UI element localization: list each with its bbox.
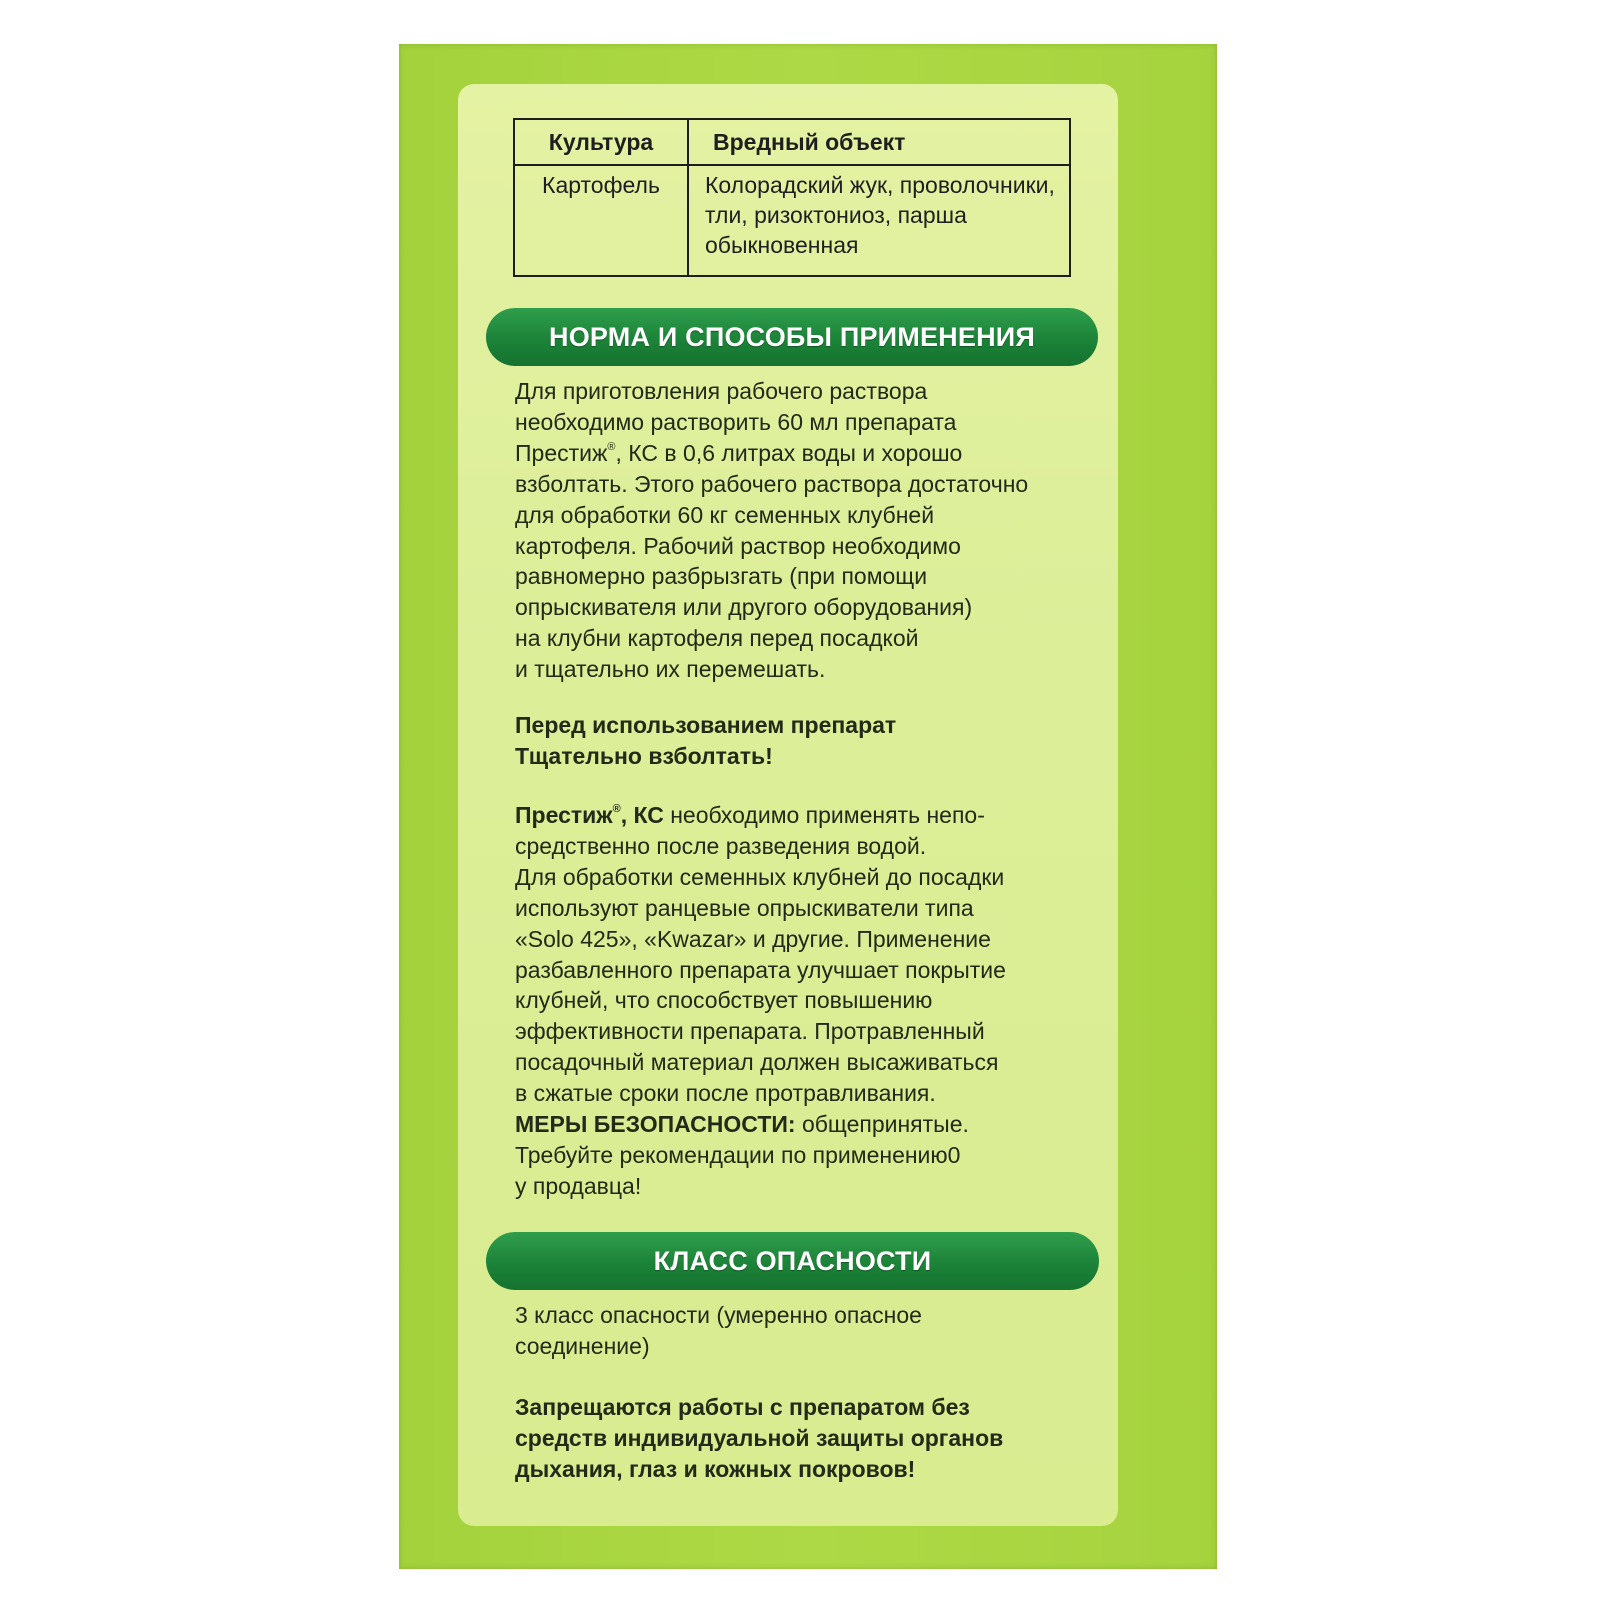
paragraph-line: необходимо растворить 60 мл препарата (515, 408, 957, 435)
brand-suffix: , КС (620, 802, 664, 828)
paragraph-line: «Solo 425», «Kwazar» и другие. Применение (515, 925, 991, 952)
table-cell-culture: Картофель (514, 165, 688, 276)
application-paragraph (515, 800, 1075, 1202)
paragraph-line: 3 класс опасности (умеренно опасное (515, 1302, 922, 1328)
paragraph-line: Для обработки семенных клубней до посадки (515, 863, 1005, 890)
pest-line: тли, ризоктониоз, парша (705, 202, 967, 228)
paragraph-line: равномерно разбрызгать (при помощи (515, 563, 928, 590)
safety-text: общепринятые. (795, 1111, 969, 1138)
hazard-class-paragraph (515, 1300, 1075, 1362)
paragraph-line: используют ранцевые опрыскиватели типа (515, 894, 974, 921)
paragraph-line (515, 1109, 1075, 1140)
paragraph-line: и тщательно их перемешать. (515, 656, 826, 683)
paragraph-line: взболтать. Этого рабочего раствора достаточно (515, 470, 1029, 497)
paragraph-line: посадочный материал должен высаживаться (515, 1049, 999, 1076)
protection-warning (515, 1392, 1075, 1485)
table-cell-pest (688, 165, 1070, 276)
paragraph-line: у продавца! (515, 1172, 642, 1199)
paragraph-line: для обработки 60 кг семенных клубней (515, 501, 935, 528)
paragraph-line: картофеля. Рабочий раствор необходимо (515, 532, 961, 559)
paragraph-line: Запрещаются работы с препаратом без (515, 1394, 970, 1420)
paragraph-line: на клубни картофеля перед посадкой (515, 625, 919, 652)
apply-line-rest: необходимо применять непо- (663, 802, 985, 828)
table-row (514, 165, 1070, 276)
safety-label: МЕРЫ БЕЗОПАСНОСТИ: (515, 1111, 796, 1138)
registered-mark: ® (607, 440, 616, 453)
paragraph-line: Для приготовления рабочего раствора (515, 378, 928, 404)
paragraph-line: Требуйте рекомендации по применению0 (515, 1141, 961, 1168)
paragraph-line: Перед использованием препарат (515, 712, 897, 738)
preparation-paragraph (515, 376, 1075, 685)
section-title-norm: НОРМА И СПОСОБЫ ПРИМЕНЕНИЯ (486, 308, 1098, 366)
paragraph-line: Тщательно взболтать! (515, 742, 773, 769)
table-header-pest: Вредный объект (688, 119, 1070, 165)
paragraph-line (515, 800, 1075, 831)
paragraph-line: дыхания, глаз и кожных покровов! (515, 1455, 916, 1482)
paragraph-line: в сжатые сроки после протравливания. (515, 1080, 936, 1107)
paragraph-line: средственно после разведения водой. (515, 832, 927, 859)
pest-line: обыкновенная (705, 232, 859, 258)
section-title-hazard-class: КЛАСС ОПАСНОСТИ (486, 1232, 1099, 1290)
paragraph-line: клубней, что способствует повышению (515, 987, 933, 1014)
culture-pest-table (513, 118, 1071, 277)
brand-name: Престиж (515, 802, 613, 828)
table-header-culture: Культура (514, 119, 688, 165)
paragraph-line: эффективности препарата. Протравленный (515, 1018, 985, 1045)
paragraph-line: опрыскивателя или другого оборудования) (515, 594, 973, 621)
paragraph-line: разбавленного препарата улучшает покрытие (515, 956, 1006, 983)
paragraph-line (515, 438, 1075, 469)
paragraph-line: средств индивидуальной защиты органов (515, 1424, 1004, 1451)
brand-name: Престиж (515, 439, 608, 466)
shake-warning (515, 710, 1075, 772)
pest-line: Колорадский жук, проволочники, (705, 172, 1055, 198)
table-header-row (514, 119, 1070, 165)
paragraph-line: соединение) (515, 1332, 650, 1359)
brand-line-rest: , КС в 0,6 литрах воды и хорошо (615, 439, 963, 466)
registered-mark: ® (612, 803, 621, 815)
